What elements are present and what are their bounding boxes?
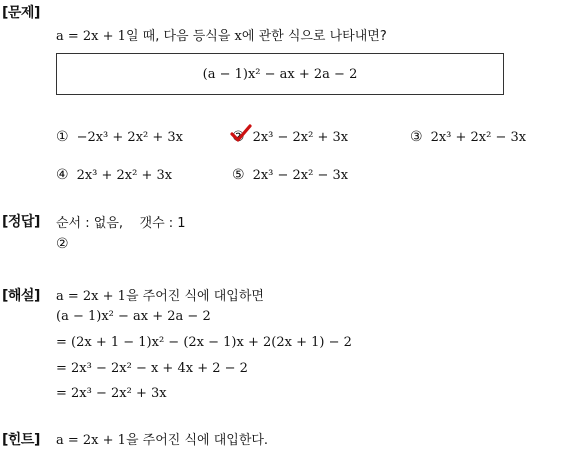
choice-number: ③ (410, 129, 423, 145)
problem-label: [문제] (2, 5, 40, 21)
choice-1[interactable] (56, 129, 183, 145)
hint-label: [힌트] (2, 432, 40, 448)
choice-expression: 2x³ + 2x² + 3x (76, 167, 173, 183)
answer-value: ② (56, 236, 69, 252)
expression-text: (a − 1)x² − ax + 2a − 2 (202, 66, 358, 82)
choice-5[interactable] (232, 167, 348, 183)
choice-number: ① (56, 129, 69, 145)
problem-text-2: 에 관한 식으로 나타내면? (241, 29, 387, 44)
solution-intro (56, 285, 264, 304)
hint-math: a = 2x + 1 (56, 433, 126, 448)
choice-2[interactable] (232, 129, 348, 145)
choice-3[interactable] (410, 129, 526, 145)
solution-intro-math: a = 2x + 1 (56, 289, 126, 304)
choice-expression: 2x³ + 2x² − 3x (430, 129, 527, 145)
problem-text-1: 일 때, 다음 등식을 (125, 29, 231, 44)
choice-expression: −2x³ + 2x² + 3x (76, 129, 183, 145)
choice-number-glyph: ② (232, 129, 245, 145)
answer-label: [정답] (2, 214, 40, 230)
problem-variable: x (234, 29, 242, 44)
expression-box (56, 53, 504, 95)
solution-step-3: = 2x³ − 2x² − x + 4x + 2 − 2 (56, 361, 248, 376)
hint-sentence: 을 주어진 식에 대입한다. (125, 433, 269, 448)
choice-number (232, 129, 245, 145)
solution-label: [해설] (2, 288, 40, 304)
hint-text (56, 429, 268, 448)
solution-step-4: = 2x³ − 2x² + 3x (56, 386, 167, 401)
solution-intro-text: 을 주어진 식에 대입하면 (125, 289, 264, 304)
check-mark-icon (230, 123, 252, 143)
problem-condition-math: a = 2x + 1 (56, 29, 126, 44)
answer-meta: 순서 : 없음, 갯수 : 1 (56, 216, 186, 231)
problem-statement (56, 25, 387, 44)
solution-step-2: = (2x + 1 − 1)x² − (2x − 1)x + 2(2x + 1) − 2 (56, 335, 352, 350)
choice-number: ④ (56, 167, 69, 183)
choice-expression: 2x³ − 2x² − 3x (252, 167, 349, 183)
choice-4[interactable] (56, 167, 172, 183)
solution-step-1: (a − 1)x² − ax + 2a − 2 (56, 309, 211, 324)
choice-number: ⑤ (232, 167, 245, 183)
choice-expression: 2x³ − 2x² + 3x (252, 129, 349, 145)
